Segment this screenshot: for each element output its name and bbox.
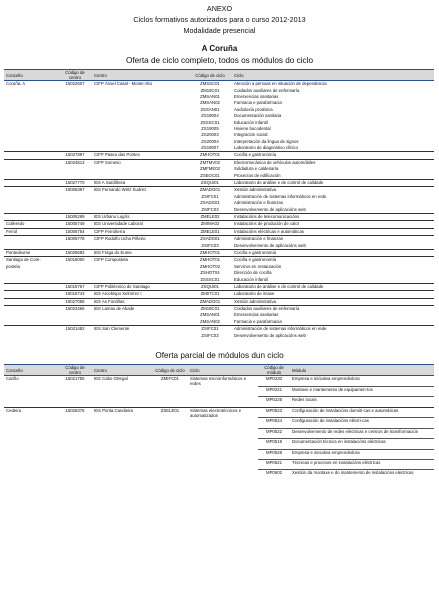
cell-codigo-centro — [58, 319, 92, 326]
table-header-row — [4, 70, 434, 81]
cell-concello — [4, 173, 58, 180]
cell-ciclo: Laboratorio de análise e de control de calidade — [232, 283, 434, 290]
cell-ciclo: Administración e finanzas — [234, 200, 283, 206]
table-row — [4, 228, 434, 235]
cell-concello — [4, 187, 58, 194]
cell-centro: CIFP Ferrolterra — [92, 228, 188, 235]
cell-codigo-ciclo: ZSSAN01 — [200, 106, 220, 112]
cell-codigo-ciclo: ZSIFC03 — [201, 332, 219, 338]
cell-centro: IES A Sardiñeira — [92, 180, 188, 187]
cell-concello — [4, 397, 58, 407]
cell-modulo: Configuración de instalacións domóti-cas e automáticas — [290, 407, 434, 418]
annex-label: ANEXO — [206, 4, 233, 13]
cell-centro: IES San Clemente — [92, 326, 188, 333]
cell-concello: postela — [6, 263, 20, 269]
cell-codigo-ciclo: ZM19C01 — [200, 87, 220, 93]
table-header-row — [4, 365, 434, 376]
cell-ciclo: Laboratorio de análise e de control de calidade — [232, 180, 434, 187]
cell-codigo-ciclo: ZS20004 — [201, 138, 219, 144]
col-header-codigo-ciclo: Código de ciclo — [188, 70, 232, 81]
cell-codigo-ciclo: ZSSSC01 — [200, 119, 220, 125]
cell-codigo-ciclo: ZSIFC03 — [201, 242, 219, 248]
cell-ciclo: Emerxencias sanitarias — [234, 93, 279, 99]
cell-centro: IES Punta Candieira — [92, 407, 152, 418]
cell-ciclo: Electromecánica de vehículos automóbiles — [232, 159, 434, 166]
table-row — [4, 173, 434, 180]
cell-codigo-ciclo: ZMIMA02 — [188, 221, 232, 228]
cell-codigo-centro — [58, 145, 92, 152]
cell-codigo-ciclo: ZMFME02 — [199, 166, 221, 172]
section-partial-title: Oferta parcial de módulos dun ciclo — [155, 351, 284, 361]
table-row — [4, 470, 434, 480]
cell-centro — [92, 449, 152, 459]
cell-ciclo: Xestión administrativa — [232, 187, 434, 194]
cell-codigo-ciclo: ZM19C01 — [188, 306, 232, 313]
cell-centro: IES Universidade Laboral — [92, 221, 188, 228]
cell-ciclo: Soldadura e caldeiraría — [234, 166, 279, 172]
cell-ciclo — [188, 397, 258, 407]
table-row — [4, 459, 434, 469]
cell-codigo-ciclo: ZS19007 — [201, 145, 219, 151]
cell-concello — [4, 207, 58, 214]
cell-centro — [92, 243, 188, 250]
cell-codigo-ciclo: ZMSAN02 — [200, 318, 220, 324]
cell-centro — [92, 418, 152, 428]
cell-codigo-ciclo — [152, 428, 188, 438]
cell-modulo: Documentación técnica en instalacións eléctricas — [290, 439, 434, 449]
cell-codigo-centro — [58, 470, 92, 480]
cell-centro — [92, 428, 152, 438]
cell-ciclo: Farmacia e parafarmacia — [234, 318, 282, 324]
cell-codigo-modulo: MP0523 — [258, 407, 290, 418]
cell-centro: IES As Fontiñas — [92, 298, 188, 305]
table-row — [4, 221, 434, 228]
partial-modules-table — [4, 364, 434, 480]
cell-codigo-ciclo: ZS20003 — [201, 132, 219, 138]
cell-centro — [92, 145, 188, 152]
cell-ciclo: Atención a persoas en situación de dependencia — [232, 81, 434, 88]
cell-codigo-ciclo: ZMELE02 — [188, 214, 232, 221]
cell-ciclo: Instalacións de telecomunicacións — [232, 214, 434, 221]
cell-centro: IES Fernando Wirtz Suárez — [92, 187, 188, 194]
cell-codigo-ciclo: ZSIFC01 — [201, 193, 219, 199]
cell-modulo: Montaxe e mantemento de equipamen-tos — [290, 386, 434, 396]
cell-codigo-centro: 15024513 — [58, 159, 92, 166]
table-row — [4, 386, 434, 396]
cell-concello: Ferrol — [4, 228, 58, 235]
cell-codigo-centro: 15016000 — [58, 257, 92, 264]
cell-codigo-centro: 15005749 — [58, 221, 92, 228]
cell-codigo-ciclo: ZSSSC01 — [200, 276, 220, 282]
cell-ciclo — [188, 449, 258, 459]
col-header-modulo: Módulo — [290, 365, 434, 376]
table-row — [4, 428, 434, 438]
cell-codigo-ciclo — [152, 418, 188, 428]
cell-ciclo: Cociña e gastronomía — [232, 249, 434, 256]
cell-codigo-ciclo: ZSQUI01 — [188, 180, 232, 187]
cell-codigo-ciclo: ZMELE01 — [188, 228, 232, 235]
cell-ciclo — [188, 418, 258, 428]
cell-codigo-ciclo: ZS19005 — [201, 125, 219, 131]
table-row — [4, 81, 434, 88]
cell-codigo-ciclo: ZMSAN02 — [200, 100, 220, 106]
cell-codigo-ciclo — [152, 397, 188, 407]
cell-codigo-ciclo: ZMSSC01 — [188, 81, 232, 88]
table-row — [4, 333, 434, 339]
cell-modulo: Xestión da montaxe e do mantemento de instalacións eléctricas — [290, 470, 434, 480]
cell-modulo: Configuración de instalacións eléctri-cas — [290, 418, 434, 428]
cell-ciclo: Desenvolvemento de aplicacións web — [234, 332, 306, 338]
partial-modules-table-body — [4, 376, 434, 480]
cell-concello — [4, 214, 58, 221]
cell-concello — [4, 439, 58, 449]
cell-codigo-ciclo: ZMHOT01 — [188, 152, 232, 159]
cell-ciclo: Hixiene bucodental — [234, 125, 271, 131]
cell-codigo-modulo: MP0602 — [258, 470, 290, 480]
section-full-cycle-title: Oferta de ciclo completo, todos os módulos do ciclo — [125, 56, 314, 65]
cell-codigo-centro — [58, 397, 92, 407]
cell-concello — [4, 333, 58, 339]
cell-concello — [4, 319, 58, 326]
cell-centro: CIFP Politécnico de Santiago — [92, 283, 188, 290]
cell-centro: CIFP Paseo das Pontes — [92, 152, 188, 159]
cell-centro — [92, 386, 152, 396]
cell-concello: Santiago de Com- — [4, 257, 58, 264]
cell-codigo-ciclo: ZSHOT04 — [200, 270, 220, 276]
cell-centro: CIFP Ánxel Casal - Monte Alto — [92, 81, 188, 88]
table-row — [4, 249, 434, 256]
cell-concello — [4, 386, 58, 396]
cell-centro: IES Arcebispo Xelmírez I — [92, 291, 188, 298]
cell-ciclo: Coidados auxiliares de enfermaría — [232, 306, 434, 313]
cell-codigo-centro: 15027058 — [58, 298, 92, 305]
cell-concello: Cariño — [4, 376, 58, 387]
full-cycle-table-body — [4, 81, 434, 339]
cell-concello — [4, 326, 58, 333]
cell-codigo-centro — [58, 439, 92, 449]
cell-ciclo: Laboratorio de imaxe — [232, 291, 434, 298]
col-header-ciclo: Ciclo — [232, 70, 434, 81]
cell-codigo-ciclo: ZMHOT02 — [199, 263, 221, 269]
cell-codigo-ciclo: ZS19004 — [201, 113, 219, 119]
table-row — [4, 145, 434, 152]
table-row — [4, 283, 434, 290]
cell-modulo: Empresa e iniciativa emprendedora — [290, 449, 434, 459]
cell-codigo-centro — [58, 333, 92, 339]
cell-concello: Pontedeume — [4, 249, 58, 256]
cell-concello — [4, 277, 58, 284]
cell-ciclo: Farmacia e parafarmacia — [234, 100, 282, 106]
table-row — [4, 277, 434, 284]
cell-codigo-modulo: MP0522 — [258, 428, 290, 438]
document-title: Ciclos formativos autorizados para o curso 2012-2013 — [133, 15, 306, 24]
table-row — [4, 159, 434, 166]
cell-codigo-centro — [58, 428, 92, 438]
cell-ciclo: Xestión administrativa — [232, 298, 434, 305]
table-row — [4, 214, 434, 221]
cell-ciclo: Instalacións eléctricas e automáticas — [232, 228, 434, 235]
table-row — [4, 243, 434, 250]
cell-concello — [4, 243, 58, 250]
table-row — [4, 257, 434, 264]
cell-codigo-centro: 15022607 — [58, 81, 92, 88]
cell-codigo-centro: 15025682 — [58, 249, 92, 256]
cell-codigo-ciclo: ZSEOC01 — [200, 172, 220, 178]
table-row — [4, 306, 434, 313]
cell-centro — [92, 173, 188, 180]
cell-codigo-ciclo: ZSQUI01 — [188, 283, 232, 290]
cell-centro: IES Fraga do Eume — [92, 249, 188, 256]
cell-concello — [4, 418, 58, 428]
cell-modulo: Empresa e iniciativa emprendedora — [290, 376, 434, 387]
cell-centro — [92, 459, 152, 469]
cell-ciclo: Desenvolvemento de aplicacións web — [234, 242, 306, 248]
cell-codigo-ciclo — [152, 449, 188, 459]
col-header-codigo-ciclo: Código de ciclo — [152, 365, 188, 376]
table-row — [4, 449, 434, 459]
cell-concello — [4, 306, 58, 313]
cell-codigo-ciclo: ZMHOT01 — [188, 249, 232, 256]
cell-centro: IES Urbano Lugrís — [92, 214, 188, 221]
cell-codigo-ciclo: ZMSAN01 — [200, 93, 220, 99]
table-row — [4, 418, 434, 428]
cell-ciclo: Educación infantil — [234, 276, 268, 282]
cell-codigo-ciclo: ZSIFC03 — [201, 206, 219, 212]
cell-concello — [4, 236, 58, 243]
cell-codigo-centro: 15021755 — [58, 376, 92, 387]
cell-centro: CIFP Rodolfo Ucha Piñeiro — [92, 236, 188, 243]
cell-codigo-centro: 15005397 — [58, 187, 92, 194]
cell-codigo-centro: 15023466 — [58, 306, 92, 313]
cell-codigo-centro — [58, 277, 92, 284]
cell-concello: Culleredo — [4, 221, 58, 228]
col-header-concello: Concello — [4, 70, 58, 81]
cell-codigo-centro — [58, 386, 92, 396]
cell-codigo-centro: 15015767 — [58, 283, 92, 290]
cell-centro — [92, 319, 188, 326]
cell-concello — [4, 283, 58, 290]
cell-ciclo: Interpretación da lingua de signos — [234, 138, 299, 144]
cell-ciclo: Emerxencias sanitarias — [234, 312, 279, 318]
cell-codigo-modulo: MP0221 — [258, 386, 290, 396]
col-header-ciclo: Ciclo — [188, 365, 258, 376]
cell-ciclo: Proxectos de edificación — [234, 172, 281, 178]
cell-codigo-ciclo: ZMADG01 — [188, 298, 232, 305]
table-row — [4, 397, 434, 407]
cell-modulo: Redes locais — [290, 397, 434, 407]
cell-codigo-centro: 15015743 — [58, 291, 92, 298]
cell-ciclo: Documentación sanitaria — [234, 113, 282, 119]
cell-codigo-centro — [58, 449, 92, 459]
cell-codigo-ciclo: ZSIFC01 — [188, 326, 232, 333]
cell-concello: Coruña, A — [4, 81, 58, 88]
cell-centro — [92, 397, 152, 407]
cell-ciclo: Cociña e gastronomía — [232, 152, 434, 159]
cell-centro: IES Cabo Ortegal — [92, 376, 152, 387]
table-row — [4, 187, 434, 194]
cell-concello — [4, 459, 58, 469]
cell-codigo-centro: 15027770 — [58, 180, 92, 187]
cell-ciclo — [188, 386, 258, 396]
cell-codigo-ciclo — [152, 470, 188, 480]
cell-codigo-centro — [58, 418, 92, 428]
cell-codigo-ciclo: ZM07C01 — [188, 291, 232, 298]
province-heading: A Coruña — [201, 44, 238, 53]
cell-ciclo: Educación infantil — [234, 119, 268, 125]
cell-centro: CIFP Someso — [92, 159, 188, 166]
cell-ciclo: Laboratorio de diagnóstico clínico — [234, 145, 299, 151]
cell-codigo-ciclo: ZMTMV02 — [188, 159, 232, 166]
cell-codigo-modulo: MP0521 — [258, 459, 290, 469]
cell-ciclo — [188, 459, 258, 469]
cell-codigo-centro: 15027897 — [58, 152, 92, 159]
cell-codigo-ciclo: ZMADG01 — [188, 187, 232, 194]
col-header-codigo-centro: Código de centro — [58, 365, 92, 376]
cell-modulo: Desenvolvemento de redes eléctricas e centros de transformación — [290, 428, 434, 438]
cell-concello — [4, 152, 58, 159]
cell-centro — [92, 333, 188, 339]
cell-codigo-ciclo: ZSELE01 — [152, 407, 188, 418]
cell-codigo-centro — [58, 243, 92, 250]
cell-codigo-ciclo: ZSADG01 — [188, 236, 232, 243]
table-row — [4, 152, 434, 159]
cell-codigo-centro — [58, 459, 92, 469]
cell-ciclo: Integración social — [234, 132, 268, 138]
cell-concello: Cedeira — [4, 407, 58, 418]
cell-codigo-centro: 15026376 — [58, 407, 92, 418]
cell-ciclo — [188, 428, 258, 438]
cell-codigo-ciclo: ZSADG01 — [200, 200, 220, 206]
cell-codigo-ciclo: ZMIFC01 — [152, 376, 188, 387]
cell-codigo-ciclo — [152, 386, 188, 396]
table-row — [4, 319, 434, 326]
cell-modulo: Técnicas e procesos en instalacións eléctricas — [290, 459, 434, 469]
cell-ciclo: Sistemas electrotécnicos e automatizados — [188, 407, 258, 418]
cell-concello — [4, 298, 58, 305]
table-row — [4, 298, 434, 305]
cell-concello — [4, 428, 58, 438]
cell-ciclo: Desenvolvemento de aplicacións web — [234, 206, 306, 212]
table-row — [4, 236, 434, 243]
cell-concello — [4, 291, 58, 298]
cell-ciclo: Administración de sistemas informáticos en rede — [232, 326, 434, 333]
cell-centro — [92, 277, 188, 284]
cell-codigo-centro: 15006778 — [58, 236, 92, 243]
cell-centro — [92, 439, 152, 449]
cell-concello — [4, 470, 58, 480]
col-header-codigo-centro: Código de centro — [58, 70, 92, 81]
col-header-codigo-modulo: Código de módulo — [258, 365, 290, 376]
cell-ciclo: Instalacións de produción de calor — [232, 221, 434, 228]
cell-codigo-centro: 15006754 — [58, 228, 92, 235]
full-cycle-table — [4, 69, 434, 339]
cell-ciclo: Servizos en restauración — [234, 263, 282, 269]
table-row — [4, 291, 434, 298]
cell-ciclo — [188, 439, 258, 449]
cell-ciclo: Sistemas microinformáticos e redes — [188, 376, 258, 387]
cell-ciclo: Audioloxía protésica — [234, 106, 273, 112]
cell-codigo-centro — [58, 207, 92, 214]
cell-centro — [92, 207, 188, 214]
cell-concello — [4, 145, 58, 152]
cell-codigo-centro: 15005269 — [58, 214, 92, 221]
table-row — [4, 180, 434, 187]
cell-codigo-modulo: MP0528 — [258, 449, 290, 459]
table-row — [4, 326, 434, 333]
cell-codigo-modulo: MP0524 — [258, 418, 290, 428]
cell-codigo-centro — [58, 173, 92, 180]
cell-concello — [4, 449, 58, 459]
table-row — [4, 376, 434, 387]
table-row — [4, 407, 434, 418]
cell-concello — [4, 180, 58, 187]
cell-codigo-modulo: MP0225 — [258, 397, 290, 407]
cell-ciclo: Coidados auxiliares de enfermaría — [234, 87, 300, 93]
cell-centro: CIFP Compostela — [92, 257, 188, 264]
cell-codigo-ciclo — [152, 459, 188, 469]
table-row — [4, 207, 434, 214]
cell-ciclo: Administración e finanzas — [232, 236, 434, 243]
cell-ciclo — [188, 470, 258, 480]
cell-ciclo: Administración de sistemas informáticos en rede — [234, 193, 327, 199]
cell-codigo-ciclo: ZMSAN01 — [200, 312, 220, 318]
cell-codigo-ciclo: ZMHOT01 — [188, 257, 232, 264]
cell-codigo-modulo: MP0519 — [258, 439, 290, 449]
cell-codigo-modulo: MP0230 — [258, 376, 290, 387]
col-header-centro: Centro — [92, 365, 152, 376]
col-header-concello: Concello — [4, 365, 58, 376]
table-row — [4, 439, 434, 449]
cell-codigo-ciclo — [152, 439, 188, 449]
cell-concello — [4, 159, 58, 166]
cell-ciclo: Cociña e gastronomía — [232, 257, 434, 264]
col-header-centro: Centro — [92, 70, 188, 81]
cell-ciclo: Dirección de cociña — [234, 270, 272, 276]
cell-centro: IES Lamas de Abade — [92, 306, 188, 313]
cell-centro — [92, 470, 152, 480]
cell-codigo-centro: 15021482 — [58, 326, 92, 333]
document-subtitle: Modalidade presencial — [183, 26, 256, 35]
